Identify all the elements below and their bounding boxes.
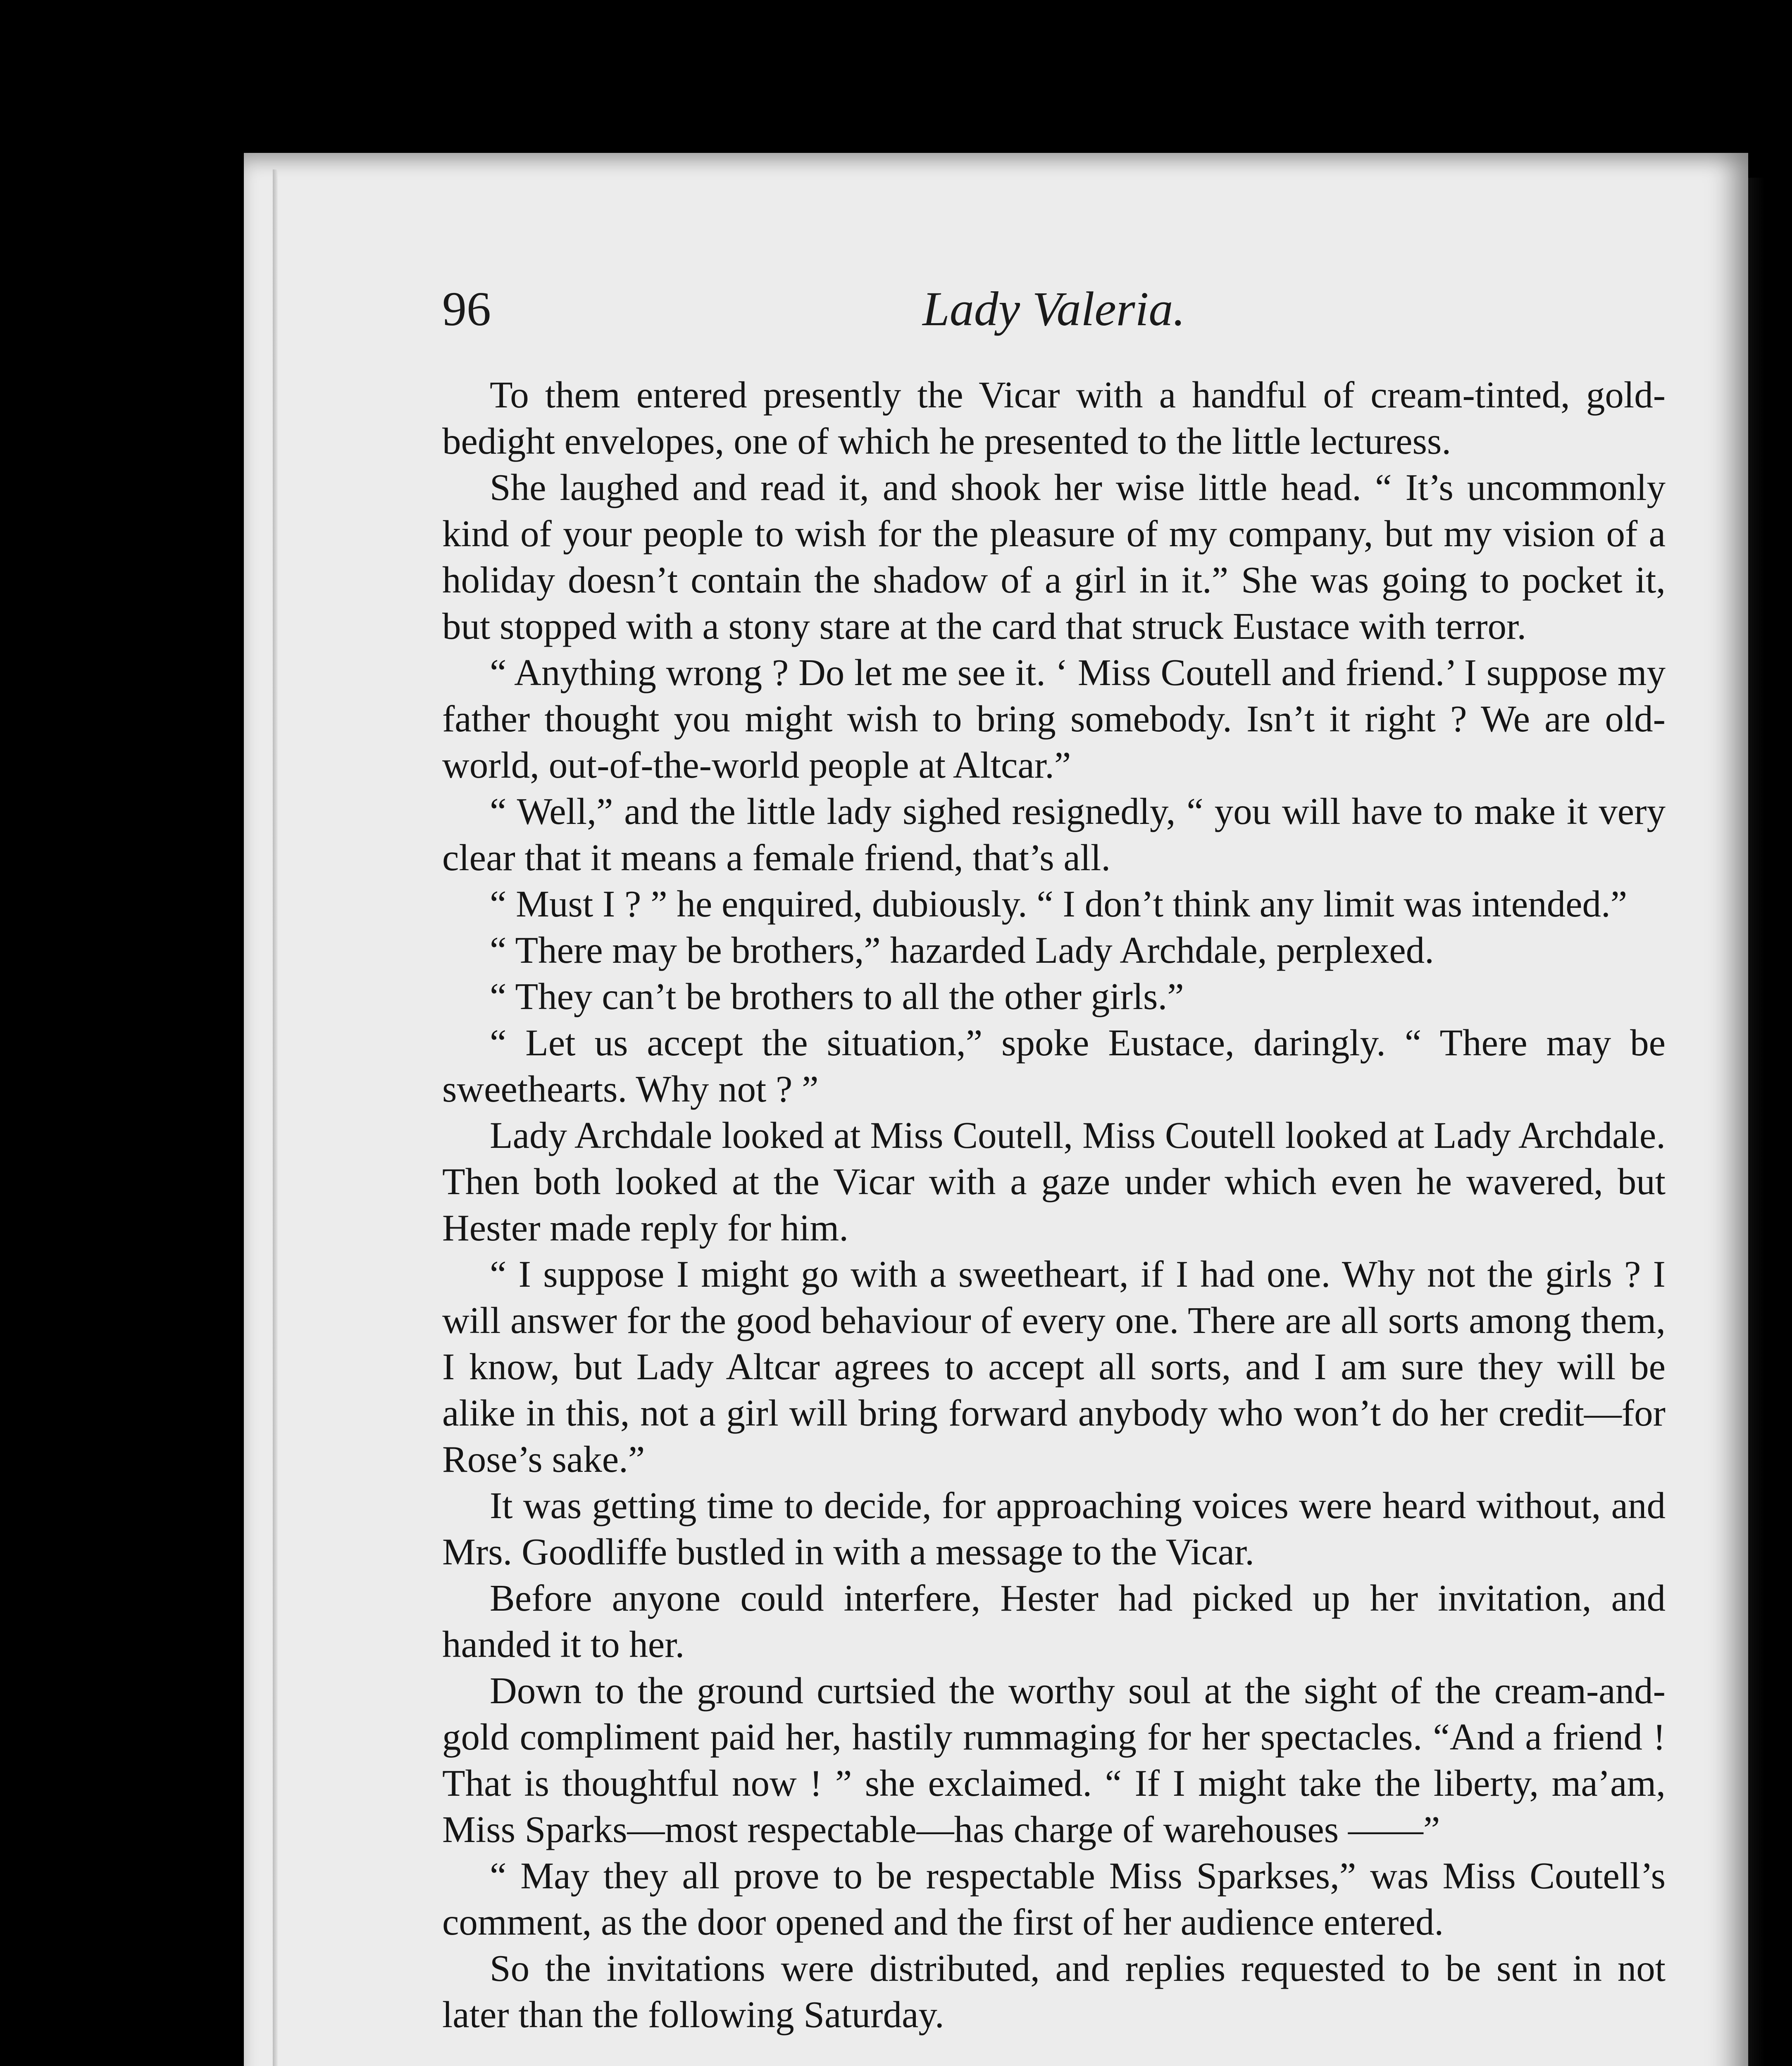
paragraph: She laughed and read it, and shook her wise little head. “ It’s uncommonly kind of your people to wish for the pleasure of my company, but my vision of a holiday doesn’t contain the shadow of a girl in it.” She was going to pocket it, but stopped with a stony stare at the card that struck Eustace with terror. <box>442 467 1666 647</box>
body-text <box>442 372 1666 2038</box>
paragraph: Down to the ground curtsied the worthy soul at the sight of the cream-and-gold compliment paid her, hastily rummaging for her spectacles. “And a friend ! That is thoughtful now ! ” she exclaimed. “ If I might take the liberty, ma’am, Miss Sparks—most respectable—has charge of warehouses ——” <box>442 1670 1666 1850</box>
paragraph: Before anyone could interfere, Hester had picked up her invitation, and handed it to her. <box>442 1577 1666 1665</box>
paragraph: “ They can’t be brothers to all the other girls.” <box>490 976 1184 1017</box>
paragraph: “ Must I ? ” he enquired, dubiously. “ I don’t think any limit was intended.” <box>490 883 1628 925</box>
paragraph: “ I suppose I might go with a sweetheart, if I had one. Why not the girls ? I will answer for the good behaviour of every one. There are all sorts among them, I know, but Lady Altcar agrees to accept all sorts, and I am sure they will be alike in this, not a girl will bring forward anybody who won’t do her credit—for Rose’s sake.” <box>442 1253 1666 1480</box>
running-title: Lady Valeria. <box>922 282 1185 336</box>
paragraph: “ Well,” and the little lady sighed resignedly, “ you will have to make it very clear that it means a female friend, that’s all. <box>442 790 1666 878</box>
page-header <box>442 281 1666 355</box>
paragraph: “ Let us accept the situation,” spoke Eustace, daringly. “ There may be sweethearts. Why not ? ” <box>442 1022 1666 1110</box>
paragraph: To them entered presently the Vicar with a handful of cream-tinted, gold-bedight envelopes, one of which he presented to the little lecturess. <box>442 374 1666 462</box>
page-number: 96 <box>442 282 491 336</box>
paragraph: Lady Archdale looked at Miss Coutell, Miss Coutell looked at Lady Archdale. Then both looked at the Vicar with a gaze under which even he wavered, but Hester made reply for him. <box>442 1114 1666 1249</box>
scan-border-top <box>0 0 1792 153</box>
paragraph: “ May they all prove to be respectable Miss Sparkses,” was Miss Coutell’s comment, as the door opened and the first of her audience entered. <box>442 1855 1666 1943</box>
book-page <box>244 153 1748 2066</box>
gutter-shadow <box>273 169 278 2066</box>
paragraph: “ Anything wrong ? Do let me see it. ‘ Miss Coutell and friend.’ I suppose my father thought you might wish to bring somebody. Isn’t it right ? We are old-world, out-of-the-world people at Altcar.” <box>442 652 1666 786</box>
paragraph: “ There may be brothers,” hazarded Lady Archdale, perplexed. <box>490 929 1434 971</box>
paragraph: So the invitations were distributed, and replies requested to be sent in not later than the following Saturday. <box>442 1947 1666 2035</box>
paragraph: It was getting time to decide, for approaching voices were heard without, and Mrs. Goodliffe bustled in with a message to the Vicar. <box>442 1485 1666 1573</box>
